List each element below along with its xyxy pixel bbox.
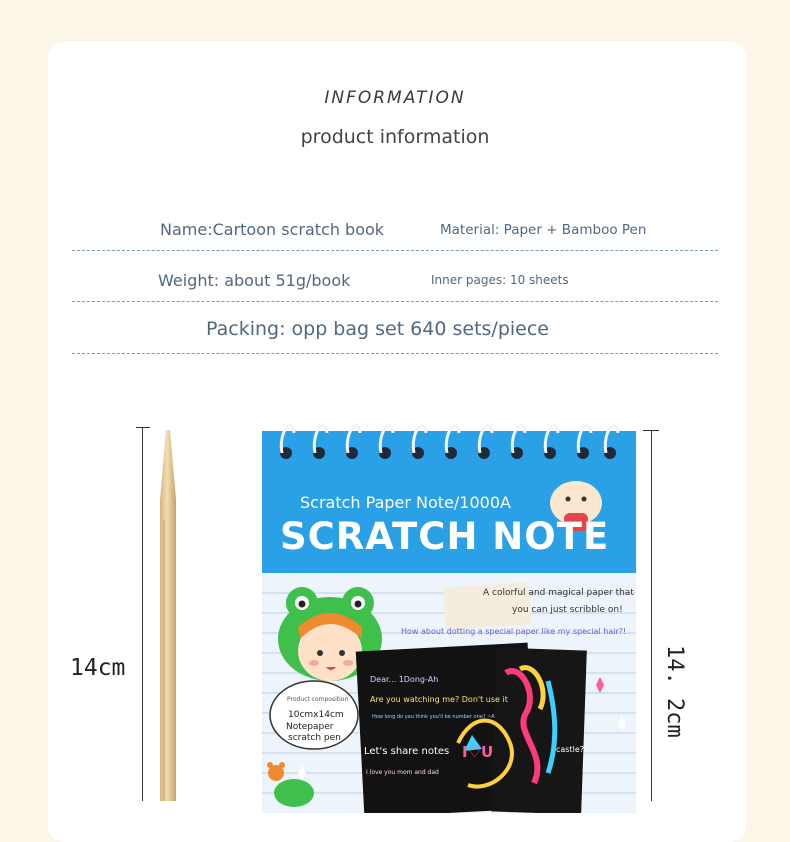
pen-length-label: 14cm bbox=[70, 655, 126, 681]
spec-packing: Packing: opp bag set 640 sets/piece bbox=[206, 318, 549, 340]
composition-item-2: scratch pen bbox=[288, 733, 341, 743]
info-subtitle: product information bbox=[300, 126, 490, 148]
spec-name: Name:Cartoon scratch book bbox=[160, 220, 385, 239]
tagline-2: you can just scribble on! bbox=[512, 605, 623, 615]
composition-label: Product composition bbox=[287, 696, 349, 703]
composition-item-1: Notepaper bbox=[286, 722, 334, 732]
tagline-3: How about dotting a special paper like my special hair?! bbox=[401, 627, 627, 636]
book-height-label: 14. 2cm bbox=[662, 645, 687, 738]
ruler-tick-top bbox=[136, 427, 150, 428]
bamboo-pen-image bbox=[154, 430, 182, 801]
doodle-text: castle?! bbox=[556, 745, 588, 754]
spec-inner-pages: Inner pages: 10 sheets bbox=[431, 273, 569, 287]
brand-title: SCRATCH NOTE bbox=[280, 515, 610, 558]
info-title: INFORMATION bbox=[324, 88, 466, 108]
doodle-text: Are you watching me? Don't use it bbox=[370, 695, 508, 704]
spec-weight: Weight: about 51g/book bbox=[158, 271, 351, 290]
divider bbox=[72, 353, 718, 354]
doodle-text: Let's share notes bbox=[364, 746, 450, 757]
tagline-1: A colorful and magical paper that bbox=[483, 588, 634, 598]
divider bbox=[72, 301, 718, 302]
doodle-text: I love you mom and dad bbox=[366, 769, 439, 776]
divider bbox=[72, 250, 718, 251]
spec-material: Material: Paper + Bamboo Pen bbox=[440, 222, 647, 238]
composition-size: 10cmx14cm bbox=[288, 710, 344, 720]
series-label: Scratch Paper Note/1000A bbox=[300, 493, 511, 512]
doodle-text: How long do you think you'll be number one? ~A bbox=[372, 714, 495, 720]
doodle-text: I♡U bbox=[462, 743, 494, 761]
scratch-note-product-image bbox=[258, 413, 638, 813]
doodle-text: Dear... 1Dong-Ah bbox=[370, 675, 439, 684]
ruler-line-left bbox=[142, 427, 143, 801]
ruler-line-right bbox=[651, 430, 652, 801]
